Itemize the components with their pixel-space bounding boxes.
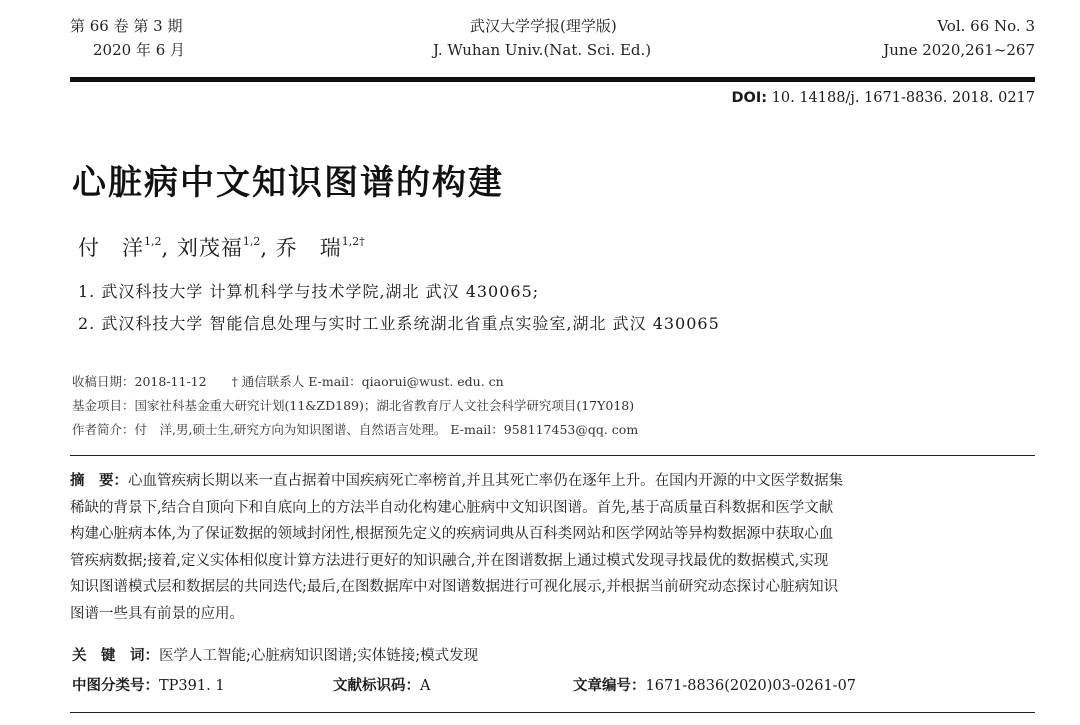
abstract-line: 摘 要：心血管疾病长期以来一直占据着中国疾病死亡率榜首,并且其死亡率仍在逐年上升。在国内开源的中文医学数据集 bbox=[70, 473, 844, 489]
journal-volume-issue: 第 66 卷 第 3 期 bbox=[70, 17, 183, 35]
keywords bbox=[72, 644, 478, 665]
keywords-label: 关 键 词： bbox=[72, 648, 159, 664]
abstract bbox=[70, 468, 1030, 628]
abstract-line: 图谱一些具有前景的应用。 bbox=[70, 605, 244, 622]
affiliation-1: 1. 武汉科技大学 计算机科学与技术学院,湖北 武汉 430065; bbox=[78, 282, 540, 301]
abstract-line: 管疾病数据;接着,定义实体相似度计算方法进行更好的知识融合,并在图谱数据上通过模式发现寻找最优的数据模式,实现 bbox=[70, 552, 829, 569]
abstract-line: 稀缺的背景下,结合自顶向下和自底向上的方法半自动化构建心脏病中文知识图谱。首先,基于高质量百科数据和医学文献 bbox=[70, 499, 834, 516]
journal-name-cn: 武汉大学学报(理学版) bbox=[470, 17, 617, 35]
journal-date: 2020 年 6 月 bbox=[93, 41, 186, 59]
doi-label: DOI: bbox=[731, 90, 768, 106]
author-bio: 作者简介：付 洋,男,硕士生,研究方向为知识图谱、自然语言处理。 E-mail：958117453@qq. com bbox=[72, 422, 639, 437]
keywords-value: 医学人工智能;心脏病知识图谱;实体链接;模式发现 bbox=[159, 648, 479, 664]
received-date: 收稿日期：2018-11-12 † 通信联系人 E-mail：qiaorui@wust. edu. cn bbox=[72, 374, 504, 389]
author-1: 付 洋$^{1,2}$, bbox=[78, 235, 170, 260]
author-list bbox=[78, 232, 365, 262]
clc-number: 中图分类号：TP391. 1 bbox=[72, 678, 225, 694]
abstract-label: 摘 要： bbox=[70, 473, 128, 489]
header-rule bbox=[70, 77, 1035, 82]
bottom-rule bbox=[70, 712, 1035, 713]
author-3: 乔 瑞$^{1,2\dagger}$ bbox=[275, 235, 365, 260]
journal-volume-en: Vol. 66 No. 3 bbox=[937, 17, 1035, 35]
paper-title: 心脏病中文知识图谱的构建 bbox=[72, 163, 504, 203]
affiliation-2: 2. 武汉科技大学 智能信息处理与实时工业系统湖北省重点实验室,湖北 武汉 430065 bbox=[78, 314, 720, 333]
author-2: 刘茂福$^{1,2}$, bbox=[176, 235, 269, 260]
doi-value: 10. 14188/j. 1671-8836. 2018. 0217 bbox=[771, 90, 1035, 106]
article-number: 文章编号：1671-8836(2020)03-0261-07 bbox=[573, 678, 857, 694]
doi-line bbox=[731, 90, 1035, 106]
fund-projects: 基金项目：国家社科基金重大研究计划(11&ZD189)；湖北省教育厅人文社会科学研究项目(17Y018) bbox=[72, 398, 635, 413]
journal-pages: June 2020,261~267 bbox=[883, 41, 1035, 59]
document-code: 文献标识码：A bbox=[333, 678, 431, 694]
abstract-line: 知识图谱模式层和数据层的共同迭代;最后,在图数据库中对图谱数据进行可视化展示,并根据当前研究动态探讨心脏病知识 bbox=[70, 579, 839, 596]
journal-name-en: J. Wuhan Univ.(Nat. Sci. Ed.) bbox=[433, 41, 652, 59]
meta-rule bbox=[70, 455, 1035, 456]
abstract-line: 构建心脏病本体,为了保证数据的领域封闭性,根据预先定义的疾病词典从百科类网站和医学网站等异构数据源中获取心血 bbox=[70, 526, 834, 543]
